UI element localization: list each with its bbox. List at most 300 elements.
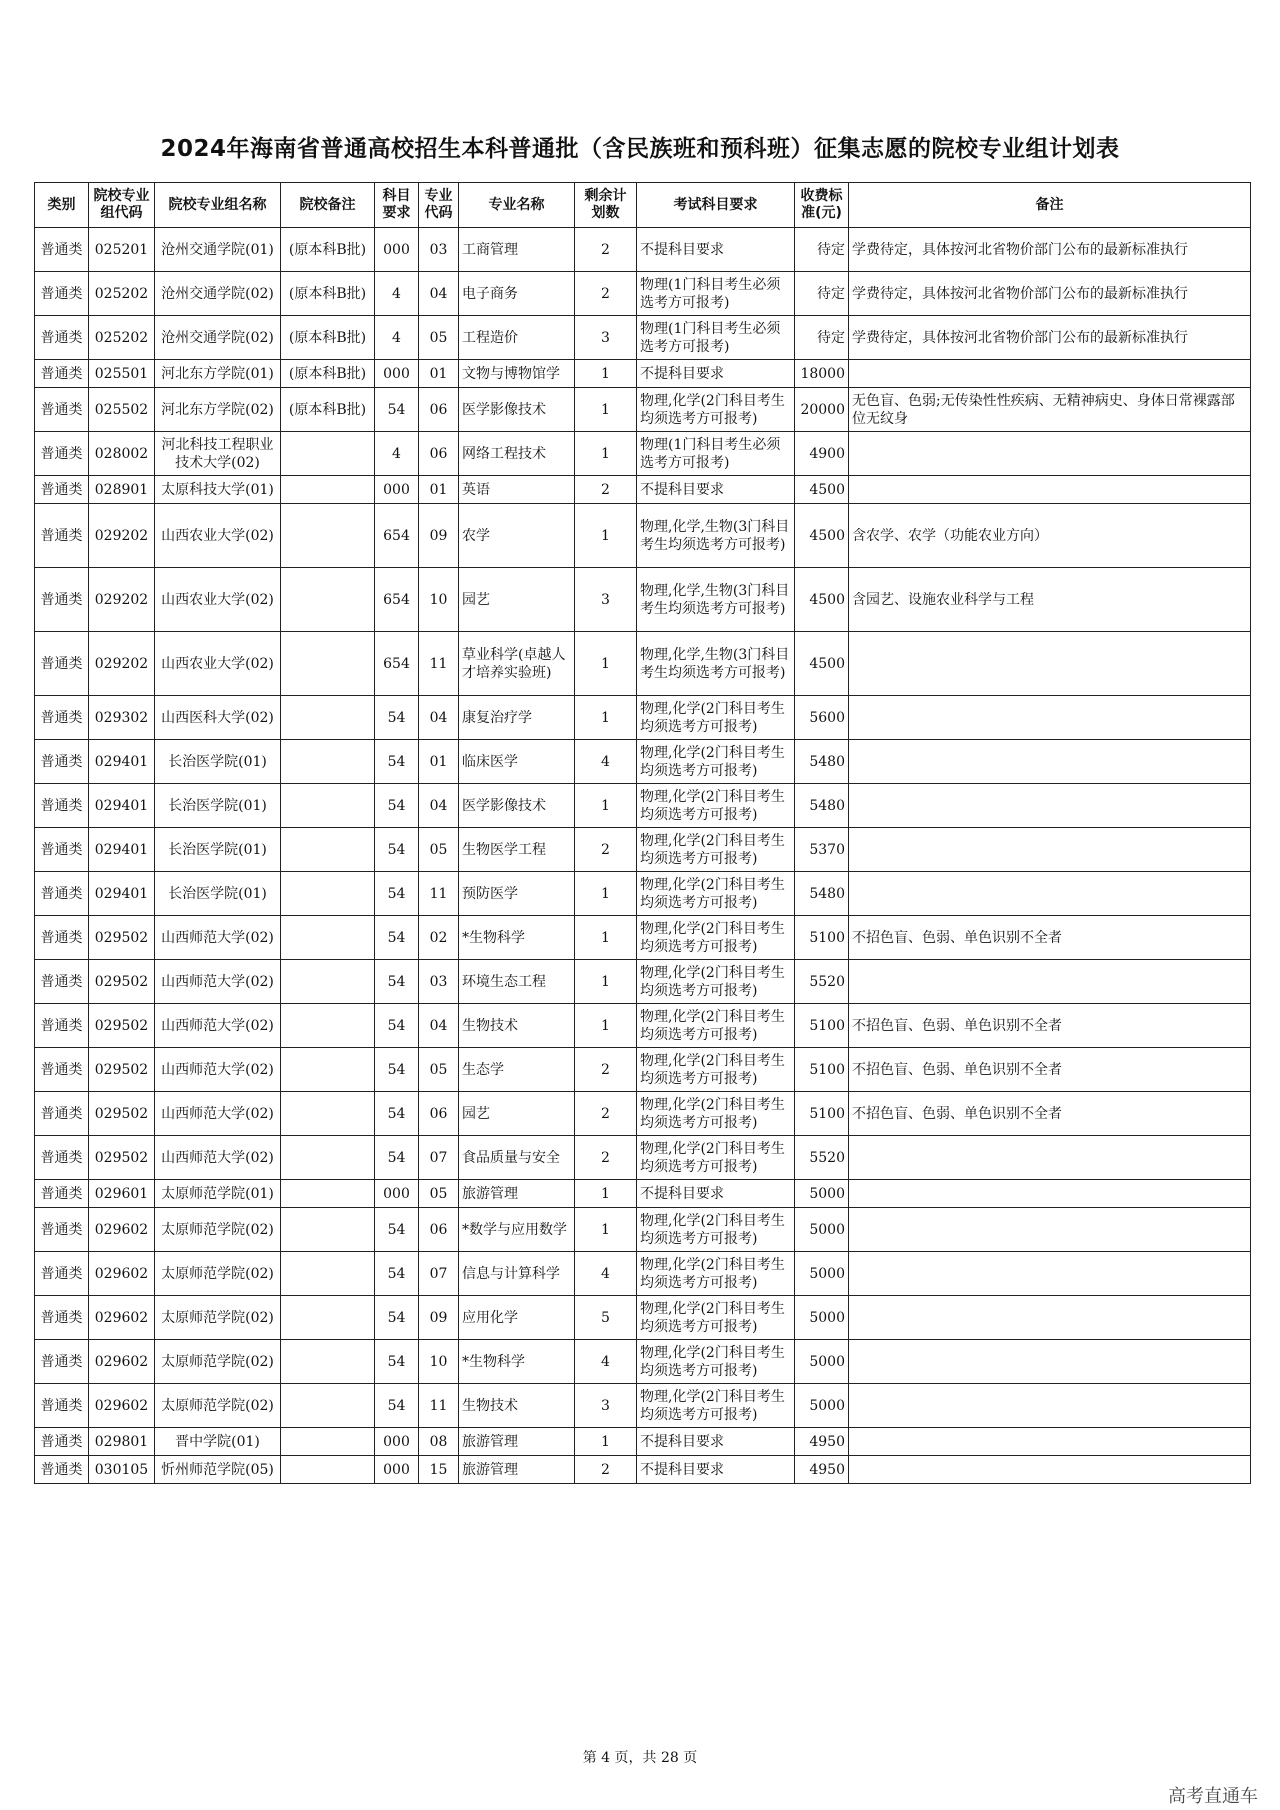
cell-group-name: 山西师范大学(02) [155,1048,281,1092]
header-school-note: 院校备注 [281,183,375,228]
cell-group-name: 晋中学院(01) [155,1428,281,1456]
cell-subject-req: 54 [375,1208,419,1252]
cell-category: 普通类 [35,228,89,272]
cell-exam-subjects: 物理,化学(2门科目考生均须选考方可报考) [637,960,795,1004]
table-row [35,1208,1251,1252]
header-subject-req: 科目要求 [375,183,419,228]
cell-fee: 4500 [795,568,849,632]
cell-category: 普通类 [35,740,89,784]
cell-major-code: 05 [419,316,459,360]
table-row [35,1180,1251,1208]
cell-group-code: 029202 [89,504,155,568]
cell-major-name: *数学与应用数学 [459,1208,575,1252]
table-row [35,1004,1251,1048]
cell-exam-subjects: 物理,化学(2门科目考生均须选考方可报考) [637,1208,795,1252]
cell-group-code: 030105 [89,1456,155,1484]
cell-major-code: 11 [419,1384,459,1428]
cell-subject-req: 4 [375,316,419,360]
cell-fee: 20000 [795,388,849,432]
cell-school-note [281,696,375,740]
cell-school-note [281,432,375,476]
cell-category: 普通类 [35,1004,89,1048]
cell-fee: 待定 [795,316,849,360]
cell-major-name: 旅游管理 [459,1456,575,1484]
cell-group-code: 028002 [89,432,155,476]
cell-major-code: 10 [419,568,459,632]
cell-major-code: 06 [419,388,459,432]
page-title: 2024年海南省普通高校招生本科普通批（含民族班和预科班）征集志愿的院校专业组计划表 [160,136,1120,162]
cell-remaining: 1 [575,960,637,1004]
cell-group-code: 029601 [89,1180,155,1208]
cell-remarks [849,1296,1251,1340]
cell-school-note: (原本科B批) [281,272,375,316]
cell-major-name: 草业科学(卓越人才培养实验班) [459,632,575,696]
cell-group-code: 029502 [89,960,155,1004]
cell-remaining: 2 [575,1048,637,1092]
cell-major-name: 旅游管理 [459,1428,575,1456]
table-row [35,272,1251,316]
cell-group-name: 太原师范学院(02) [155,1208,281,1252]
cell-category: 普通类 [35,432,89,476]
cell-school-note: (原本科B批) [281,228,375,272]
cell-major-name: 食品质量与安全 [459,1136,575,1180]
cell-category: 普通类 [35,1296,89,1340]
cell-subject-req: 000 [375,1180,419,1208]
cell-remarks: 学费待定，具体按河北省物价部门公布的最新标准执行 [849,316,1251,360]
cell-remarks: 无色盲、色弱;无传染性性疾病、无精神病史、身体日常裸露部位无纹身 [849,388,1251,432]
cell-fee: 4950 [795,1428,849,1456]
cell-category: 普通类 [35,1092,89,1136]
cell-subject-req: 54 [375,1136,419,1180]
table-row [35,360,1251,388]
cell-group-name: 河北东方学院(01) [155,360,281,388]
cell-remaining: 1 [575,1428,637,1456]
cell-exam-subjects: 物理,化学(2门科目考生均须选考方可报考) [637,1384,795,1428]
table-body [35,228,1251,1484]
cell-major-name: 生物医学工程 [459,828,575,872]
cell-subject-req: 000 [375,1456,419,1484]
cell-school-note [281,1208,375,1252]
cell-group-code: 029302 [89,696,155,740]
cell-school-note: (原本科B批) [281,360,375,388]
cell-group-code: 029502 [89,1048,155,1092]
cell-major-name: 网络工程技术 [459,432,575,476]
cell-remarks [849,1384,1251,1428]
cell-major-code: 06 [419,1092,459,1136]
cell-school-note [281,568,375,632]
cell-category: 普通类 [35,828,89,872]
cell-exam-subjects: 物理,化学(2门科目考生均须选考方可报考) [637,872,795,916]
cell-fee: 5480 [795,872,849,916]
table-row [35,1296,1251,1340]
header-exam-subjects: 考试科目要求 [637,183,795,228]
cell-fee: 5370 [795,828,849,872]
cell-remarks: 不招色盲、色弱、单色识别不全者 [849,1092,1251,1136]
cell-group-name: 忻州师范学院(05) [155,1456,281,1484]
cell-remarks: 不招色盲、色弱、单色识别不全者 [849,1004,1251,1048]
cell-group-code: 025502 [89,388,155,432]
cell-exam-subjects: 物理,化学(2门科目考生均须选考方可报考) [637,828,795,872]
cell-remaining: 2 [575,1092,637,1136]
cell-major-name: 生物技术 [459,1384,575,1428]
cell-group-code: 025501 [89,360,155,388]
cell-exam-subjects: 物理,化学(2门科目考生均须选考方可报考) [637,1136,795,1180]
cell-group-name: 太原科技大学(01) [155,476,281,504]
header-remaining: 剩余计划数 [575,183,637,228]
cell-exam-subjects: 物理(1门科目考生必须选考方可报考) [637,432,795,476]
header-remarks: 备注 [849,183,1251,228]
table-row [35,1136,1251,1180]
cell-subject-req: 54 [375,784,419,828]
cell-subject-req: 000 [375,1428,419,1456]
table-row [35,784,1251,828]
cell-major-name: 应用化学 [459,1296,575,1340]
cell-major-code: 09 [419,1296,459,1340]
cell-category: 普通类 [35,1428,89,1456]
cell-remarks [849,432,1251,476]
watermark: 高考直通车 [1168,1786,1258,1807]
cell-exam-subjects: 物理,化学(2门科目考生均须选考方可报考) [637,1340,795,1384]
cell-subject-req: 000 [375,476,419,504]
cell-exam-subjects: 物理,化学(2门科目考生均须选考方可报考) [637,1048,795,1092]
cell-fee: 5100 [795,1092,849,1136]
cell-school-note: (原本科B批) [281,316,375,360]
cell-major-code: 03 [419,960,459,1004]
table-row [35,916,1251,960]
cell-group-code: 029602 [89,1252,155,1296]
cell-group-code: 025201 [89,228,155,272]
cell-remaining: 4 [575,740,637,784]
cell-remarks [849,740,1251,784]
cell-school-note [281,632,375,696]
header-major-code: 专业代码 [419,183,459,228]
cell-remarks [849,696,1251,740]
cell-major-code: 05 [419,1180,459,1208]
cell-major-name: 临床医学 [459,740,575,784]
cell-category: 普通类 [35,272,89,316]
cell-remaining: 1 [575,784,637,828]
cell-group-name: 沧州交通学院(02) [155,316,281,360]
cell-remaining: 4 [575,1252,637,1296]
cell-category: 普通类 [35,1252,89,1296]
table-row [35,228,1251,272]
cell-group-name: 太原师范学院(02) [155,1296,281,1340]
cell-major-name: 文物与博物馆学 [459,360,575,388]
cell-fee: 18000 [795,360,849,388]
cell-remarks [849,828,1251,872]
cell-group-code: 029502 [89,1004,155,1048]
cell-exam-subjects: 物理,化学,生物(3门科目考生均须选考方可报考) [637,504,795,568]
header-group-name: 院校专业组名称 [155,183,281,228]
cell-subject-req: 4 [375,272,419,316]
cell-remarks: 含园艺、设施农业科学与工程 [849,568,1251,632]
cell-school-note [281,1340,375,1384]
cell-school-note [281,504,375,568]
cell-exam-subjects: 物理,化学(2门科目考生均须选考方可报考) [637,916,795,960]
cell-remarks [849,1428,1251,1456]
table-row [35,476,1251,504]
cell-fee: 4900 [795,432,849,476]
cell-major-name: 农学 [459,504,575,568]
cell-category: 普通类 [35,1208,89,1252]
cell-fee: 待定 [795,272,849,316]
cell-remaining: 3 [575,316,637,360]
cell-remarks [849,476,1251,504]
cell-group-code: 029401 [89,828,155,872]
cell-major-name: 环境生态工程 [459,960,575,1004]
cell-group-code: 029602 [89,1296,155,1340]
cell-group-name: 山西师范大学(02) [155,1004,281,1048]
page-number: 第 4 页，共 28 页 [582,1750,698,1766]
cell-group-name: 山西农业大学(02) [155,504,281,568]
cell-subject-req: 654 [375,568,419,632]
cell-subject-req: 54 [375,740,419,784]
cell-major-code: 01 [419,740,459,784]
cell-exam-subjects: 物理,化学(2门科目考生均须选考方可报考) [637,1296,795,1340]
cell-group-code: 029202 [89,632,155,696]
cell-major-name: 医学影像技术 [459,784,575,828]
cell-fee: 5000 [795,1296,849,1340]
cell-category: 普通类 [35,476,89,504]
cell-category: 普通类 [35,872,89,916]
cell-group-name: 山西师范大学(02) [155,916,281,960]
cell-school-note [281,1180,375,1208]
cell-subject-req: 4 [375,432,419,476]
cell-remaining: 1 [575,1180,637,1208]
cell-remarks: 学费待定，具体按河北省物价部门公布的最新标准执行 [849,272,1251,316]
cell-major-name: 英语 [459,476,575,504]
cell-remaining: 5 [575,1296,637,1340]
cell-remarks [849,632,1251,696]
cell-major-name: 园艺 [459,1092,575,1136]
cell-remaining: 1 [575,388,637,432]
table-row [35,432,1251,476]
cell-subject-req: 54 [375,916,419,960]
cell-school-note [281,1296,375,1340]
cell-group-name: 长治医学院(01) [155,784,281,828]
cell-subject-req: 654 [375,632,419,696]
cell-exam-subjects: 不提科目要求 [637,1180,795,1208]
cell-category: 普通类 [35,1340,89,1384]
cell-major-name: 预防医学 [459,872,575,916]
cell-exam-subjects: 物理,化学(2门科目考生均须选考方可报考) [637,740,795,784]
cell-category: 普通类 [35,1384,89,1428]
cell-school-note [281,1456,375,1484]
cell-group-code: 029202 [89,568,155,632]
cell-major-code: 07 [419,1252,459,1296]
cell-group-code: 029602 [89,1340,155,1384]
cell-remarks [849,1180,1251,1208]
table-row [35,696,1251,740]
cell-school-note [281,1004,375,1048]
cell-major-code: 15 [419,1456,459,1484]
cell-fee: 5000 [795,1180,849,1208]
cell-exam-subjects: 物理(1门科目考生必须选考方可报考) [637,272,795,316]
cell-fee: 5000 [795,1340,849,1384]
cell-remarks [849,872,1251,916]
cell-subject-req: 000 [375,360,419,388]
cell-category: 普通类 [35,960,89,1004]
cell-fee: 5480 [795,784,849,828]
cell-remarks [849,1208,1251,1252]
cell-major-code: 01 [419,476,459,504]
cell-subject-req: 54 [375,696,419,740]
cell-major-code: 04 [419,784,459,828]
cell-major-name: 生态学 [459,1048,575,1092]
cell-exam-subjects: 物理,化学(2门科目考生均须选考方可报考) [637,784,795,828]
cell-group-code: 025202 [89,316,155,360]
cell-major-name: 信息与计算科学 [459,1252,575,1296]
cell-subject-req: 54 [375,388,419,432]
cell-school-note [281,1136,375,1180]
cell-remaining: 1 [575,1004,637,1048]
cell-remaining: 4 [575,1340,637,1384]
cell-major-name: 园艺 [459,568,575,632]
cell-school-note [281,476,375,504]
cell-major-name: 电子商务 [459,272,575,316]
cell-major-code: 02 [419,916,459,960]
cell-group-code: 029502 [89,916,155,960]
cell-group-code: 029401 [89,872,155,916]
cell-subject-req: 54 [375,1004,419,1048]
cell-exam-subjects: 不提科目要求 [637,228,795,272]
table-row [35,740,1251,784]
cell-major-code: 04 [419,696,459,740]
cell-category: 普通类 [35,568,89,632]
cell-fee: 5520 [795,1136,849,1180]
header-fee: 收费标准(元) [795,183,849,228]
cell-major-code: 11 [419,632,459,696]
cell-major-name: 工程造价 [459,316,575,360]
cell-exam-subjects: 物理,化学(2门科目考生均须选考方可报考) [637,1004,795,1048]
cell-remaining: 1 [575,432,637,476]
cell-remaining: 2 [575,272,637,316]
cell-group-name: 山西农业大学(02) [155,568,281,632]
cell-major-name: 医学影像技术 [459,388,575,432]
cell-major-code: 05 [419,828,459,872]
cell-remarks [849,784,1251,828]
cell-subject-req: 54 [375,1340,419,1384]
cell-category: 普通类 [35,388,89,432]
cell-fee: 4500 [795,476,849,504]
cell-group-name: 太原师范学院(02) [155,1252,281,1296]
cell-group-code: 029801 [89,1428,155,1456]
header-major-name: 专业名称 [459,183,575,228]
table-row [35,1456,1251,1484]
cell-major-name: *生物科学 [459,1340,575,1384]
cell-category: 普通类 [35,360,89,388]
cell-major-code: 08 [419,1428,459,1456]
cell-group-code: 028901 [89,476,155,504]
cell-major-code: 03 [419,228,459,272]
cell-group-name: 山西师范大学(02) [155,1092,281,1136]
cell-school-note [281,740,375,784]
cell-major-code: 05 [419,1048,459,1092]
cell-subject-req: 654 [375,504,419,568]
cell-remaining: 2 [575,828,637,872]
cell-fee: 4950 [795,1456,849,1484]
cell-school-note [281,1428,375,1456]
cell-group-name: 长治医学院(01) [155,740,281,784]
cell-major-code: 10 [419,1340,459,1384]
cell-category: 普通类 [35,1048,89,1092]
cell-remaining: 1 [575,696,637,740]
table-row [35,1092,1251,1136]
cell-school-note: (原本科B批) [281,388,375,432]
cell-fee: 5520 [795,960,849,1004]
plan-table [34,182,1251,1484]
cell-subject-req: 54 [375,1296,419,1340]
cell-school-note [281,1048,375,1092]
cell-major-code: 04 [419,1004,459,1048]
cell-remarks [849,1136,1251,1180]
cell-remarks: 学费待定，具体按河北省物价部门公布的最新标准执行 [849,228,1251,272]
cell-group-code: 029401 [89,740,155,784]
cell-category: 普通类 [35,1456,89,1484]
cell-major-name: 生物技术 [459,1004,575,1048]
cell-exam-subjects: 物理,化学(2门科目考生均须选考方可报考) [637,696,795,740]
cell-exam-subjects: 物理,化学(2门科目考生均须选考方可报考) [637,1092,795,1136]
cell-subject-req: 54 [375,1384,419,1428]
table-row [35,1252,1251,1296]
table-row [35,828,1251,872]
cell-group-name: 长治医学院(01) [155,872,281,916]
cell-category: 普通类 [35,784,89,828]
cell-remaining: 1 [575,632,637,696]
header-group-code: 院校专业组代码 [89,183,155,228]
table-row [35,316,1251,360]
cell-subject-req: 54 [375,872,419,916]
cell-remaining: 2 [575,228,637,272]
cell-exam-subjects: 物理(1门科目考生必须选考方可报考) [637,316,795,360]
cell-exam-subjects: 物理,化学(2门科目考生均须选考方可报考) [637,388,795,432]
cell-group-code: 029602 [89,1208,155,1252]
table-header-row [35,183,1251,228]
cell-remaining: 1 [575,916,637,960]
cell-group-name: 河北东方学院(02) [155,388,281,432]
cell-group-code: 025202 [89,272,155,316]
cell-remaining: 1 [575,1208,637,1252]
cell-subject-req: 54 [375,828,419,872]
cell-subject-req: 54 [375,960,419,1004]
cell-exam-subjects: 物理,化学(2门科目考生均须选考方可报考) [637,1252,795,1296]
cell-fee: 5100 [795,1048,849,1092]
cell-school-note [281,784,375,828]
cell-exam-subjects: 不提科目要求 [637,1428,795,1456]
cell-fee: 5000 [795,1252,849,1296]
cell-remaining: 3 [575,1384,637,1428]
cell-fee: 5480 [795,740,849,784]
cell-school-note [281,872,375,916]
cell-major-code: 09 [419,504,459,568]
cell-school-note [281,828,375,872]
table-row [35,1384,1251,1428]
cell-category: 普通类 [35,696,89,740]
cell-subject-req: 54 [375,1252,419,1296]
cell-remaining: 2 [575,1456,637,1484]
cell-major-code: 01 [419,360,459,388]
cell-group-name: 太原师范学院(02) [155,1384,281,1428]
cell-remaining: 1 [575,872,637,916]
cell-major-code: 07 [419,1136,459,1180]
cell-group-name: 太原师范学院(01) [155,1180,281,1208]
cell-remarks [849,1456,1251,1484]
header-category: 类别 [35,183,89,228]
cell-remaining: 1 [575,504,637,568]
table-row [35,1340,1251,1384]
cell-fee: 待定 [795,228,849,272]
cell-exam-subjects: 不提科目要求 [637,1456,795,1484]
